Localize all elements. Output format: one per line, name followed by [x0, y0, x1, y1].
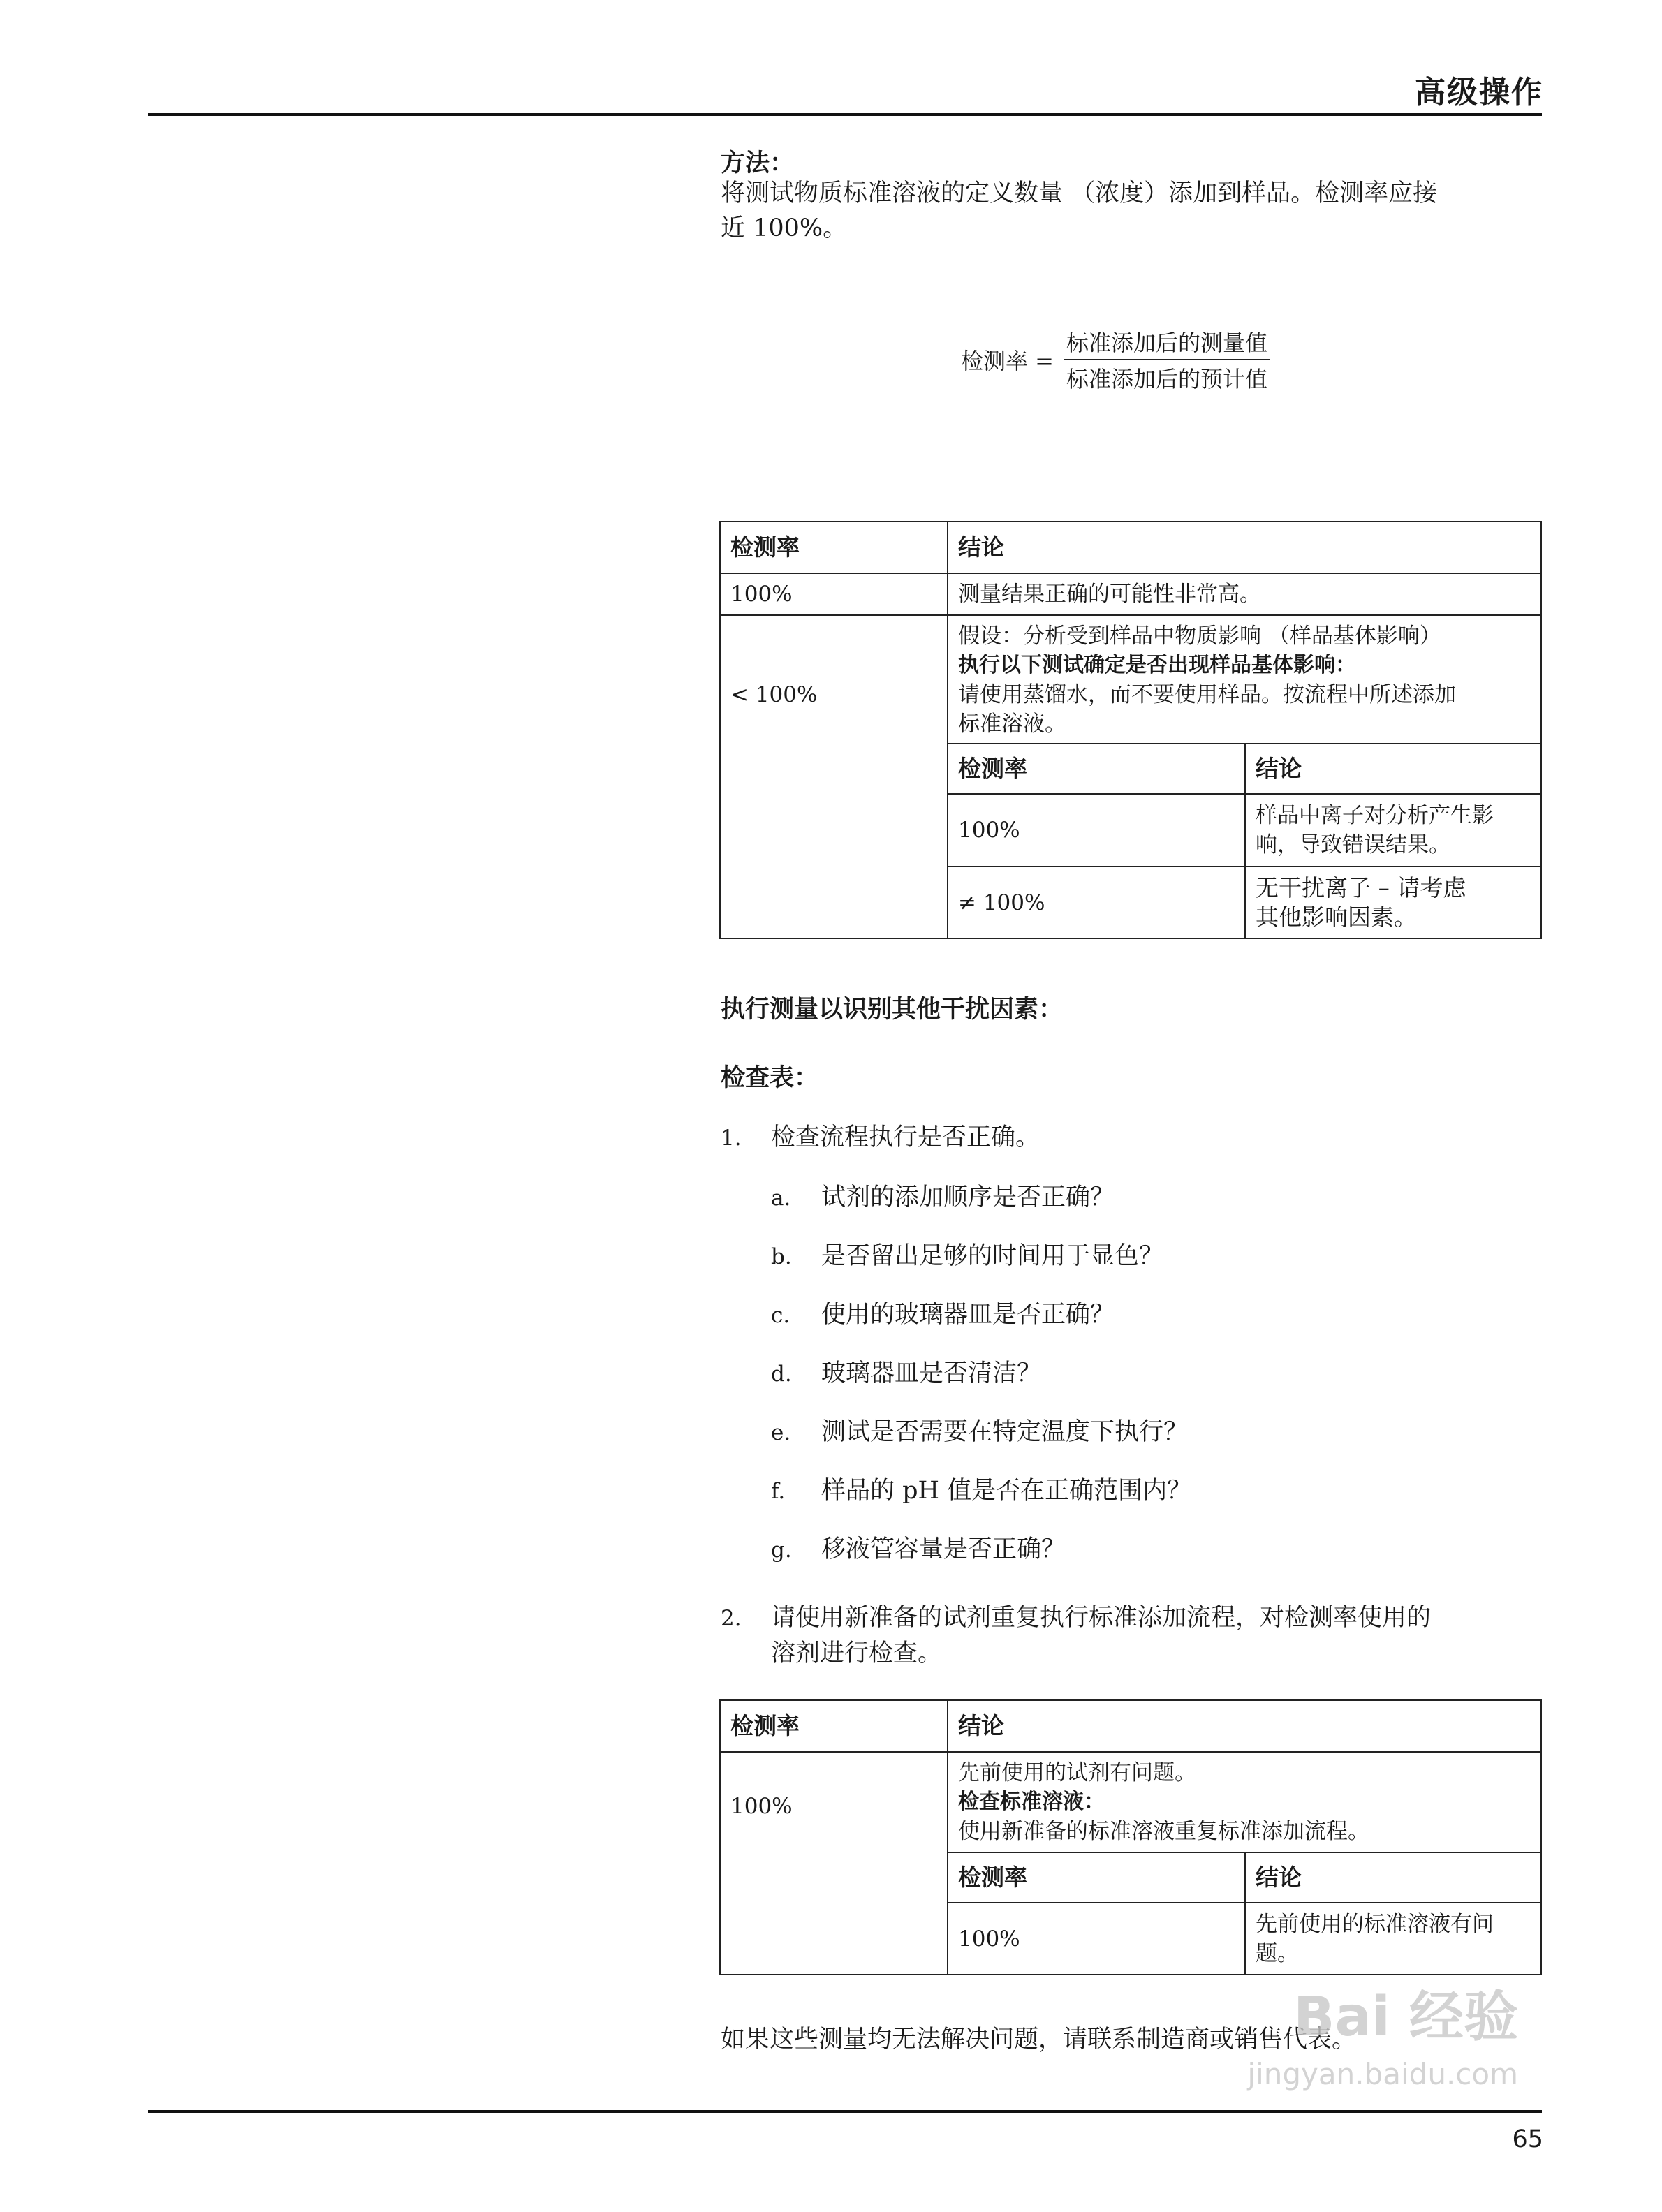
page-header-title: 高级操作: [1415, 75, 1543, 110]
table-cell-conclusion-nested: [948, 1752, 1541, 1975]
sub-item-b: [771, 1239, 1163, 1274]
list-item-number: 1.: [721, 1126, 742, 1151]
inner-header-rate: 检测率: [948, 1852, 1245, 1903]
formula: [961, 325, 1270, 394]
inner-line-2: 响，导致错误结果。: [1256, 832, 1450, 857]
inner-line-2: 其他影响因素。: [1256, 903, 1417, 931]
sub-item-f: [771, 1473, 1191, 1509]
recovery-table: [719, 521, 1542, 939]
list-item-number: 2.: [721, 1606, 742, 1631]
nested-line-4: 标准溶液。: [958, 711, 1066, 737]
sub-item-letter: e.: [771, 1420, 791, 1445]
table-cell-conclusion: 测量结果正确的可能性非常高。: [948, 573, 1541, 615]
sub-item-text: 使用的玻璃器皿是否正确？: [821, 1301, 1115, 1329]
sub-item-letter: d.: [771, 1362, 792, 1387]
sub-item-e: [771, 1415, 1188, 1450]
sub-item-letter: g.: [771, 1538, 792, 1563]
table-header-rate: 检测率: [720, 522, 948, 573]
inner-cell-conclusion: [1245, 867, 1540, 938]
nested-line-3: 请使用蒸馏水，而不要使用样品。按流程中所述添加: [958, 682, 1456, 707]
method-text: [721, 176, 1545, 246]
nested-line-3: 使用新准备的标准溶液重复标准添加流程。: [958, 1819, 1369, 1844]
checklist-heading: 检查表：: [721, 1064, 819, 1092]
inner-line-1: 先前使用的标准溶液有问: [1256, 1911, 1494, 1937]
sub-item-a: [771, 1180, 1115, 1216]
nested-line-2: 检查标准溶液：: [958, 1790, 1105, 1814]
header-rule: [148, 113, 1542, 116]
sub-item-text: 移液管容量是否正确？: [821, 1535, 1066, 1563]
nested-line-1: 先前使用的试剂有问题。: [958, 1760, 1196, 1785]
inner-cell-rate: 100%: [948, 1903, 1245, 1974]
inner-table: [948, 1852, 1540, 1974]
baidu-watermark-url: jingyan.baidu.com: [1247, 2057, 1518, 2091]
table-header-rate: 检测率: [720, 1700, 948, 1752]
formula-numerator: 标准添加后的测量值: [1064, 325, 1270, 360]
inner-header-conclusion: 结论: [1245, 1852, 1540, 1903]
closing-note: 如果这些测量均无法解决问题，请联系制造商或销售代表。: [721, 2026, 1357, 2054]
inner-cell-rate: ≠ 100%: [948, 867, 1245, 938]
inner-line-1: 无干扰离子 – 请考虑: [1256, 873, 1466, 901]
inner-table: [948, 743, 1540, 938]
nested-text-block: [948, 1753, 1540, 1852]
sub-item-g: [771, 1532, 1066, 1568]
table-cell-rate: < 100%: [720, 615, 948, 938]
method-heading: 方法：: [721, 149, 795, 177]
table-cell-rate: 100%: [720, 1752, 948, 1975]
sub-item-text: 测试是否需要在特定温度下执行？: [821, 1418, 1189, 1446]
formula-fraction: [1064, 325, 1270, 394]
formula-label: 检测率 =: [961, 348, 1054, 374]
nested-text-block: [948, 616, 1540, 743]
list-item-text: 请使用新准备的试剂重复执行标准添加流程，对检测率使用的: [771, 1604, 1432, 1632]
formula-denominator: 标准添加后的预计值: [1066, 366, 1268, 392]
list-item-text-continued: 溶剂进行检查。: [771, 1639, 943, 1667]
nested-line-1: 假设：分析受到样品中物质影响 （样品基体影响）: [958, 624, 1441, 649]
inner-cell-conclusion: [1245, 794, 1540, 867]
list-item-text: 检查流程执行是否正确。: [771, 1123, 1040, 1151]
sub-item-letter: f.: [771, 1479, 786, 1504]
inner-header-rate: 检测率: [948, 744, 1245, 794]
table-cell-conclusion-nested: [948, 615, 1541, 938]
page-number: 65: [1512, 2125, 1543, 2153]
method-line-1: 将测试物质标准溶液的定义数量 （浓度）添加到样品。检测率应接: [721, 179, 1438, 207]
baidu-watermark-logo: Bai 经验: [1293, 1986, 1518, 2049]
sub-item-letter: b.: [771, 1244, 792, 1269]
sub-item-d: [771, 1356, 1041, 1392]
list-item: [721, 1120, 1040, 1156]
table-cell-rate: 100%: [720, 573, 948, 615]
inner-line-1: 样品中离子对分析产生影: [1256, 803, 1494, 828]
footer-rule: [148, 2110, 1542, 2113]
sub-item-c: [771, 1297, 1115, 1333]
method-line-2: 近 100%。: [721, 214, 848, 242]
sub-item-letter: a.: [771, 1186, 791, 1211]
identify-heading: 执行测量以识别其他干扰因素：: [721, 996, 1064, 1024]
inner-cell-conclusion: [1245, 1903, 1540, 1974]
table-header-conclusion: 结论: [948, 1700, 1541, 1752]
reagent-table: [719, 1699, 1542, 1975]
sub-item-letter: c.: [771, 1303, 790, 1328]
list-item: [721, 1600, 1545, 1671]
inner-header-conclusion: 结论: [1245, 744, 1540, 794]
nested-line-2: 执行以下测试确定是否出现样品基体影响：: [958, 653, 1356, 677]
sub-item-text: 是否留出足够的时间用于显色？: [821, 1242, 1164, 1270]
inner-cell-rate: 100%: [948, 794, 1245, 867]
inner-line-2: 题。: [1256, 1940, 1299, 1966]
sub-item-text: 玻璃器皿是否清洁？: [821, 1359, 1042, 1387]
table-header-conclusion: 结论: [948, 522, 1541, 573]
sub-item-text: 样品的 pH 值是否在正确范围内？: [821, 1477, 1192, 1505]
sub-item-text: 试剂的添加顺序是否正确？: [821, 1184, 1115, 1211]
